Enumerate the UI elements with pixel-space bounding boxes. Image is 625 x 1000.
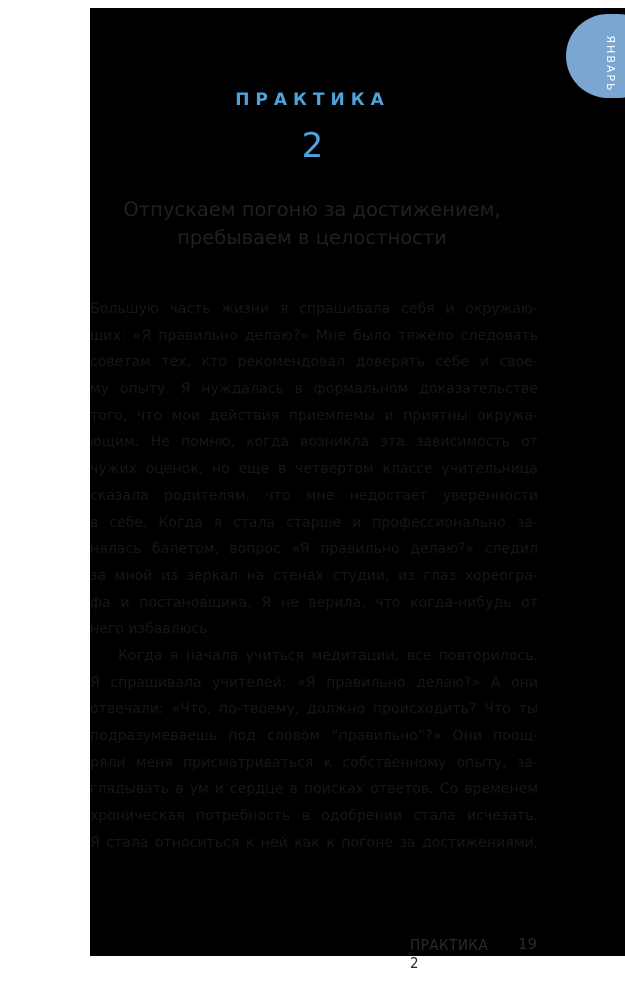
text-line: подразумеваешь под словом “правильно”?» Они поощ-: [90, 728, 538, 744]
text-line: Я спрашивала учителей: «Я правильно делаю?» А они: [90, 674, 538, 691]
heading-line: пребываем в целостности: [177, 226, 447, 249]
text-line: советам тех, кто рекомендовал доверять себе и свое-: [90, 354, 538, 371]
text-line: в себе. Когда я стала старше и профессионально за-: [90, 514, 538, 531]
text-line: за мной из зеркал на стенах студии, из глаз хореогра-: [90, 567, 538, 584]
text-line: нялась балетом, вопрос «Я правильно делаю?» следил: [90, 541, 538, 558]
text-line: щих: «Я правильно делаю?» Мне было тяжело следовать: [90, 327, 538, 344]
heading-line: Отпускаем погоню за достижением,: [123, 198, 501, 221]
text-line: фа и постановщика. Я не верила, что когда-нибудь от: [90, 594, 538, 611]
text-line: сказала родителям, что мне недостает уверенности: [90, 487, 538, 504]
text-line: Большую часть жизни я спрашивала себя и окружаю-: [90, 301, 538, 317]
text-line: того, что мои действия приемлемы и приятны окружа-: [90, 407, 538, 424]
practice-label: ПРАКТИКА: [235, 90, 390, 110]
text-line: Когда я начала учиться медитации, все повторилось.: [118, 647, 538, 664]
month-tab-label: ЯНВАРЬ: [604, 35, 617, 93]
text-line: Я стала относиться к ней как к погоне за достижениями,: [90, 834, 538, 851]
running-footer: ПРАКТИКА 2: [410, 936, 489, 972]
chapter-heading: [96, 196, 528, 252]
text-line: ряли меня присматриваться к собственному опыту, за-: [90, 754, 538, 771]
body-text: [90, 296, 538, 856]
practice-number: 2: [301, 126, 324, 166]
text-line: хроническая потребность в одобрении стала исчезать.: [90, 808, 538, 825]
text-line: него избавлюсь.: [90, 621, 213, 638]
page-number: 19: [518, 935, 538, 953]
text-line: отвечали: «Что, по-твоему, должно происходить? Что ты: [90, 701, 538, 718]
text-line: чужих оценок, но еще в четвертом классе учительница: [90, 461, 538, 478]
text-line: му опыту. Я нуждалась в формальном доказательстве: [90, 381, 538, 398]
text-line: ющим. Не помню, когда возникла эта зависимость от: [90, 434, 538, 451]
text-line: глядывать в ум и сердце в поисках ответов. Со временем: [90, 781, 538, 798]
